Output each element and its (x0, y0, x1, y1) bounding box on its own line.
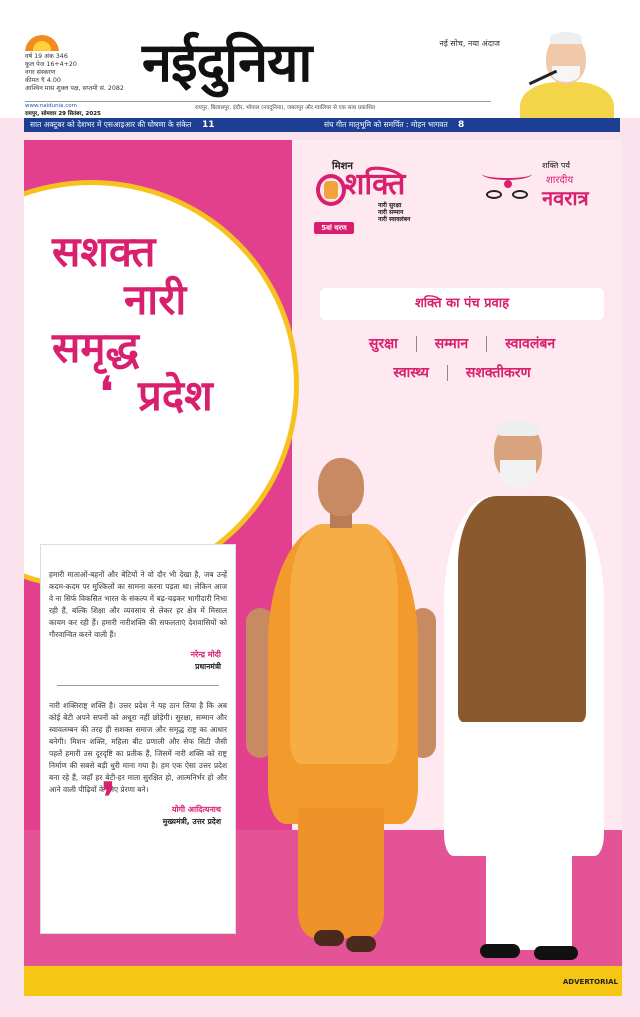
pillar-item: सशक्तीकरण (465, 365, 531, 381)
pillars-heading: शक्ति का पंच प्रवाह (320, 288, 604, 320)
teaser-headline[interactable]: संघ गीत मातृभूमि को समर्पित : मोहन भागवत (324, 120, 448, 129)
teaser-bar (24, 118, 620, 132)
navratri-line: नवरात्र (542, 186, 589, 210)
mission-label: मिशन (332, 161, 353, 172)
close-quote-icon: ❜ (102, 774, 115, 821)
editions-note: रायपुर, बिलासपुर, इंदौर, भोपाल (नवदुनिया), जबलपुर और ग्वालियर से एक साथ प्रकाशित (195, 105, 376, 111)
advertorial-panel (24, 140, 622, 996)
quote-text: नारी शक्तिराष्ट्र शक्ति है। उत्तर प्रदेश ने यह ठान लिया है कि अब कोई बेटी अपने सपनों को अधूरा नहीं छोड़ेगी। सुरक्षा, सम्मान और स्वावलम्बन की तरह ही सशक्त समाज और समृद्ध राष्ट्र का आधार बनेगी। मिशन शक्ति, महिला बीट प्रणाली और सेफ सिटी जैसी पहलें हमारी उस दूरदृष्टि का प्रतीक हैं, जिसमें नारी शक्ति को राष्ट्र निर्माण की सबसे बड़ी धुरी माना गया है। हम एक ऐसा उत्तर प्रदेश बना रहे हैं, जहाँ हर बेटी-हर माता सुरक्षित हो, आत्मनिर्भर हो और आने वाली पीढ़ियों के लिए प्रेरणा बने। (49, 701, 227, 794)
teaser-headline[interactable]: सात अक्टूबर को देशभर में एसआइआर की घोषणा के संकेत (30, 120, 192, 129)
mission-word: शक्ति (344, 167, 406, 202)
newspaper-title: नईदुनिया (142, 31, 312, 94)
quote-author: नरेन्द्र मोदी (190, 650, 221, 659)
navratri-logo (480, 158, 610, 238)
mission-tag: नारी स्वावलंबन (378, 216, 411, 223)
quote-text: हमारी माताओं-बहनों और बेटियों ने वो दौर भी देखा है, जब उन्हें कदम-कदम पर मुश्किलों का सामना करना पड़ता था। लेकिन आज वे ना सिर्फ विकसित भारत के संकल्प में बढ़-चढ़कर भागीदारी निभा रही हैं, बल्कि शिक्षा और व्यवसाय से लेकर हर क्षेत्र में मिसाल कायम कर रही हैं। हमारी नारीशक्ति की सफलताएं देशवासियों को गौरवान्वित करने वाली हैं। (49, 570, 227, 639)
issue-info-line: कुल पेज 16+4+20 (25, 61, 77, 68)
issue-info-line: आश्विन मास शुक्ल पक्ष, सप्तमी सं. 2082 (25, 85, 124, 92)
issue-info (25, 35, 137, 93)
website-link[interactable]: www.naidunia.com (25, 103, 77, 109)
mission-tag: नारी सम्मान (378, 209, 404, 216)
sun-logo-icon (25, 35, 59, 51)
pillar-item: स्वास्थ्य (393, 365, 429, 381)
quote-divider (57, 685, 219, 686)
pillars-row (320, 363, 604, 382)
chief-minister-photo (238, 458, 438, 988)
pillar-item: सम्मान (434, 336, 469, 352)
five-pillars (320, 288, 604, 382)
quote-signature (49, 804, 221, 828)
headline-line: समृद्ध (52, 323, 140, 372)
advertorial-label: ADVERTORIAL (562, 978, 618, 986)
pillars-row (320, 334, 604, 353)
issue-info-line: नगर संस्करण (25, 69, 56, 76)
quote-author-role: मुख्यमंत्री, उत्तर प्रदेश (162, 817, 221, 826)
headline-line: प्रदेश (138, 371, 213, 420)
open-quote-icon: ❛ (100, 368, 113, 415)
headline-line: सशक्त (52, 227, 156, 276)
prime-minister-photo (422, 420, 622, 980)
pillar-item: स्वावलंबन (505, 336, 556, 352)
navratri-line: शक्ति पर्व (542, 161, 570, 170)
quote-card (40, 544, 236, 934)
quote-author: योगी आदित्यनाथ (171, 805, 221, 814)
issue-info-line: कीमत ₹ 4.00 (25, 77, 61, 84)
teaser-page-number: 11 (202, 120, 215, 130)
speaker-photo (506, 30, 622, 132)
mission-shakti-logo (310, 154, 450, 234)
dateline (25, 101, 491, 117)
navratri-line: शारदीय (546, 175, 574, 186)
pillar-item: सुरक्षा (368, 336, 398, 352)
mission-tag: नारी सुरक्षा (378, 202, 402, 209)
masthead (0, 0, 640, 118)
teaser-page-number: 8 (458, 120, 465, 130)
durga-face-icon (480, 180, 538, 212)
quote-author-role: प्रधानमंत्री (195, 662, 221, 671)
newspaper-tagline: नई सोच, नया अंदाज (439, 39, 500, 48)
mission-tags (378, 202, 410, 223)
headline-line: नारी (124, 275, 187, 324)
phase-badge: 5वां चरण (314, 222, 354, 234)
issue-date: रायपुर, सोमवार 29 सितंबर, 2025 (25, 111, 101, 117)
advert-headline (50, 228, 270, 420)
quote-signature (49, 649, 221, 673)
issue-info-line: वर्ष 19 अंक 346 (25, 53, 68, 60)
